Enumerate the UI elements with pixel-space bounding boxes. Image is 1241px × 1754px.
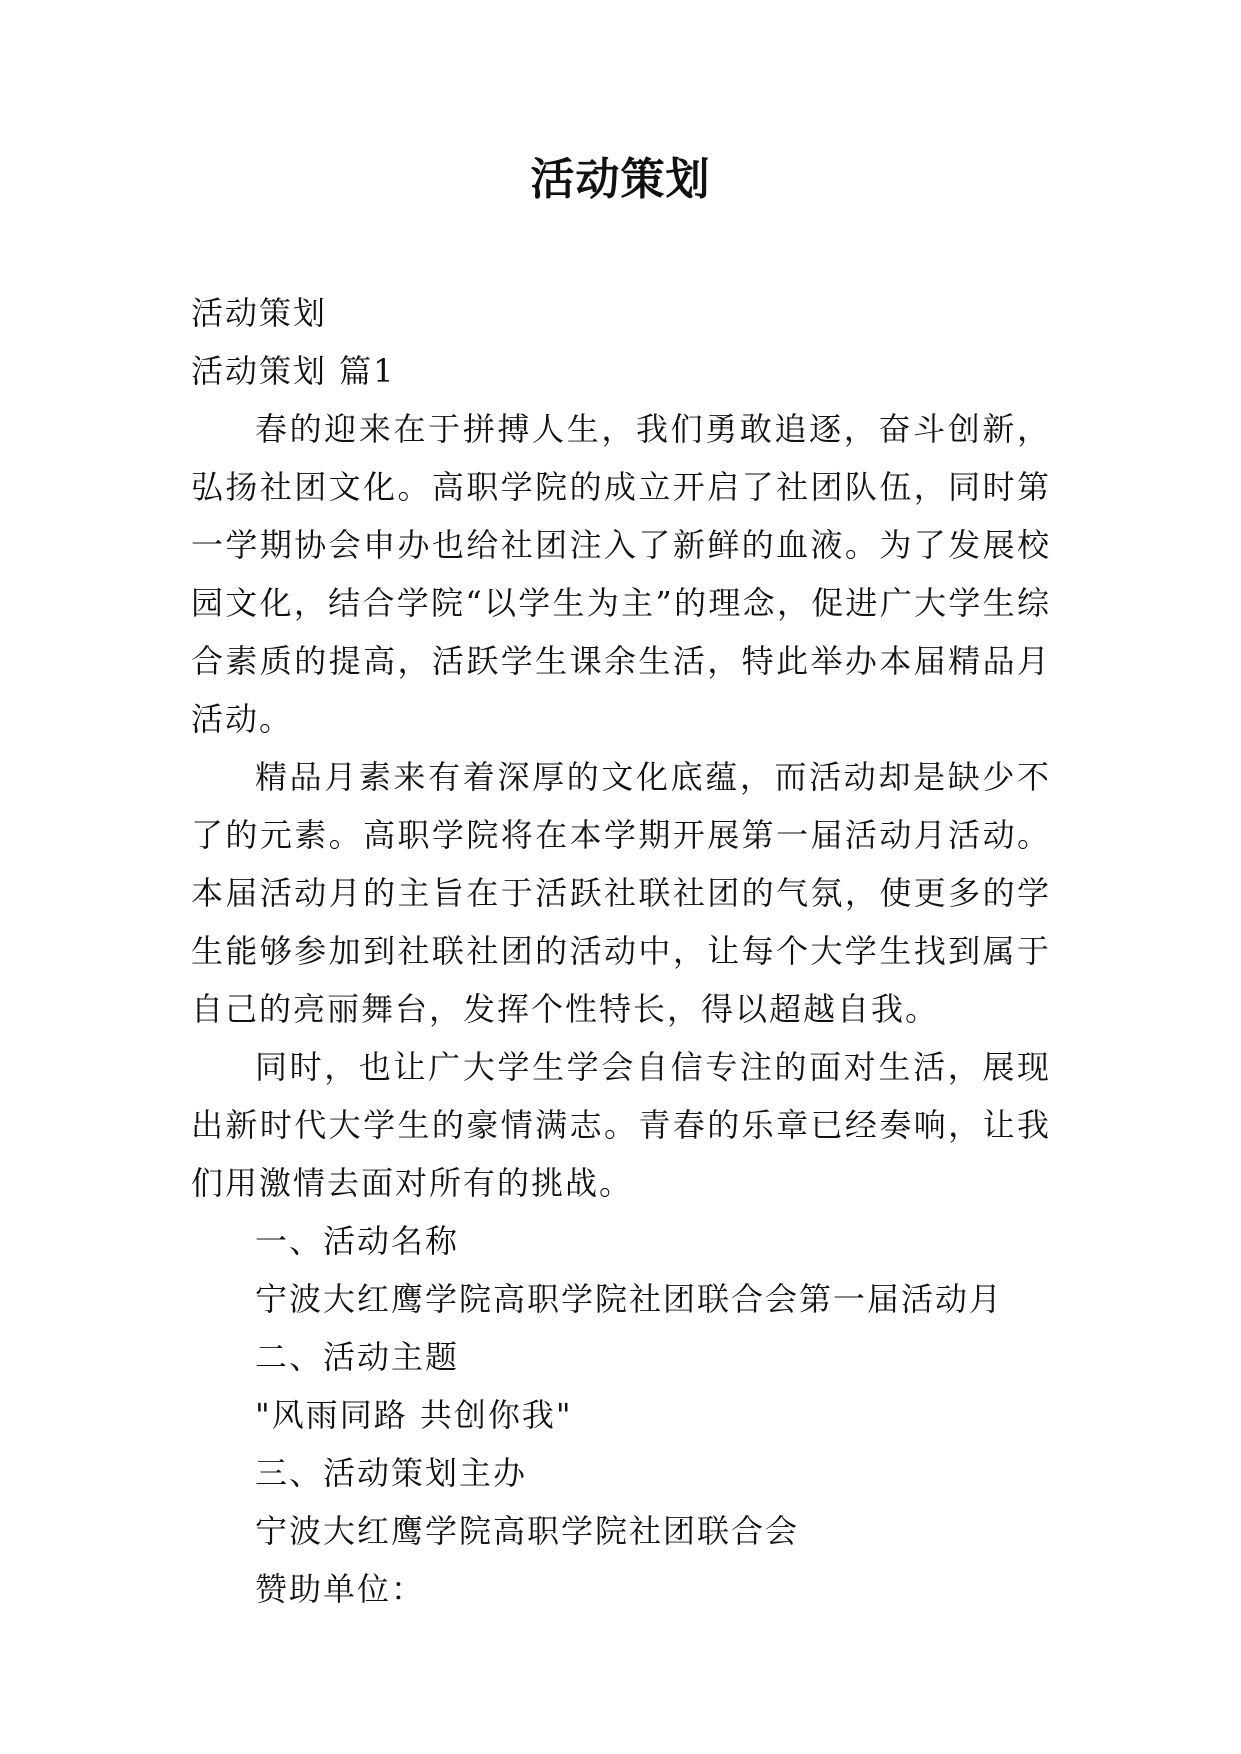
- paragraph-3: 同时，也让广大学生学会自信专注的面对生活，展现出新时代大学生的豪情满志。青春的乐章已经奏响，让我们用激情去面对所有的挑战。: [191, 1048, 1051, 1202]
- item-organizer-value: 宁波大红鹰学院高职学院社团联合会: [255, 1512, 800, 1550]
- item-activity-name-heading: 一、活动名称: [255, 1222, 460, 1260]
- paragraph-2: 精品月素来有着深厚的文化底蕴，而活动却是缺少不了的元素。高职学院将在本学期开展第一届活动月活动。本届活动月的主旨在于活跃社联社团的气氛，使更多的学生能够参加到社联社团的活动中，让每个大学生找到属于自己的亮丽舞台，发挥个性特长，得以超越自我。: [191, 758, 1051, 1028]
- item-activity-theme-value: "风雨同路 共创你我": [255, 1396, 573, 1434]
- document-subtitle: 活动策划: [191, 294, 328, 332]
- document-body: [191, 284, 1051, 1618]
- section-heading: 活动策划 篇1: [191, 352, 396, 390]
- item-activity-theme-heading: 二、活动主题: [255, 1338, 460, 1376]
- item-activity-name-value: 宁波大红鹰学院高职学院社团联合会第一届活动月: [255, 1280, 1004, 1318]
- document-title: 活动策划: [530, 154, 711, 205]
- item-organizer-heading: 三、活动策划主办: [255, 1454, 528, 1492]
- item-sponsor-label: 赞助单位：: [255, 1570, 426, 1608]
- paragraph-1: 春的迎来在于拼搏人生，我们勇敢追逐，奋斗创新，弘扬社团文化。高职学院的成立开启了社团队伍，同时第一学期协会申办也给社团注入了新鲜的血液。为了发展校园文化，结合学院“以学生为主”的理念，促进广大学生综合素质的提高，活跃学生课余生活，特此举办本届精品月活动。: [191, 410, 1051, 738]
